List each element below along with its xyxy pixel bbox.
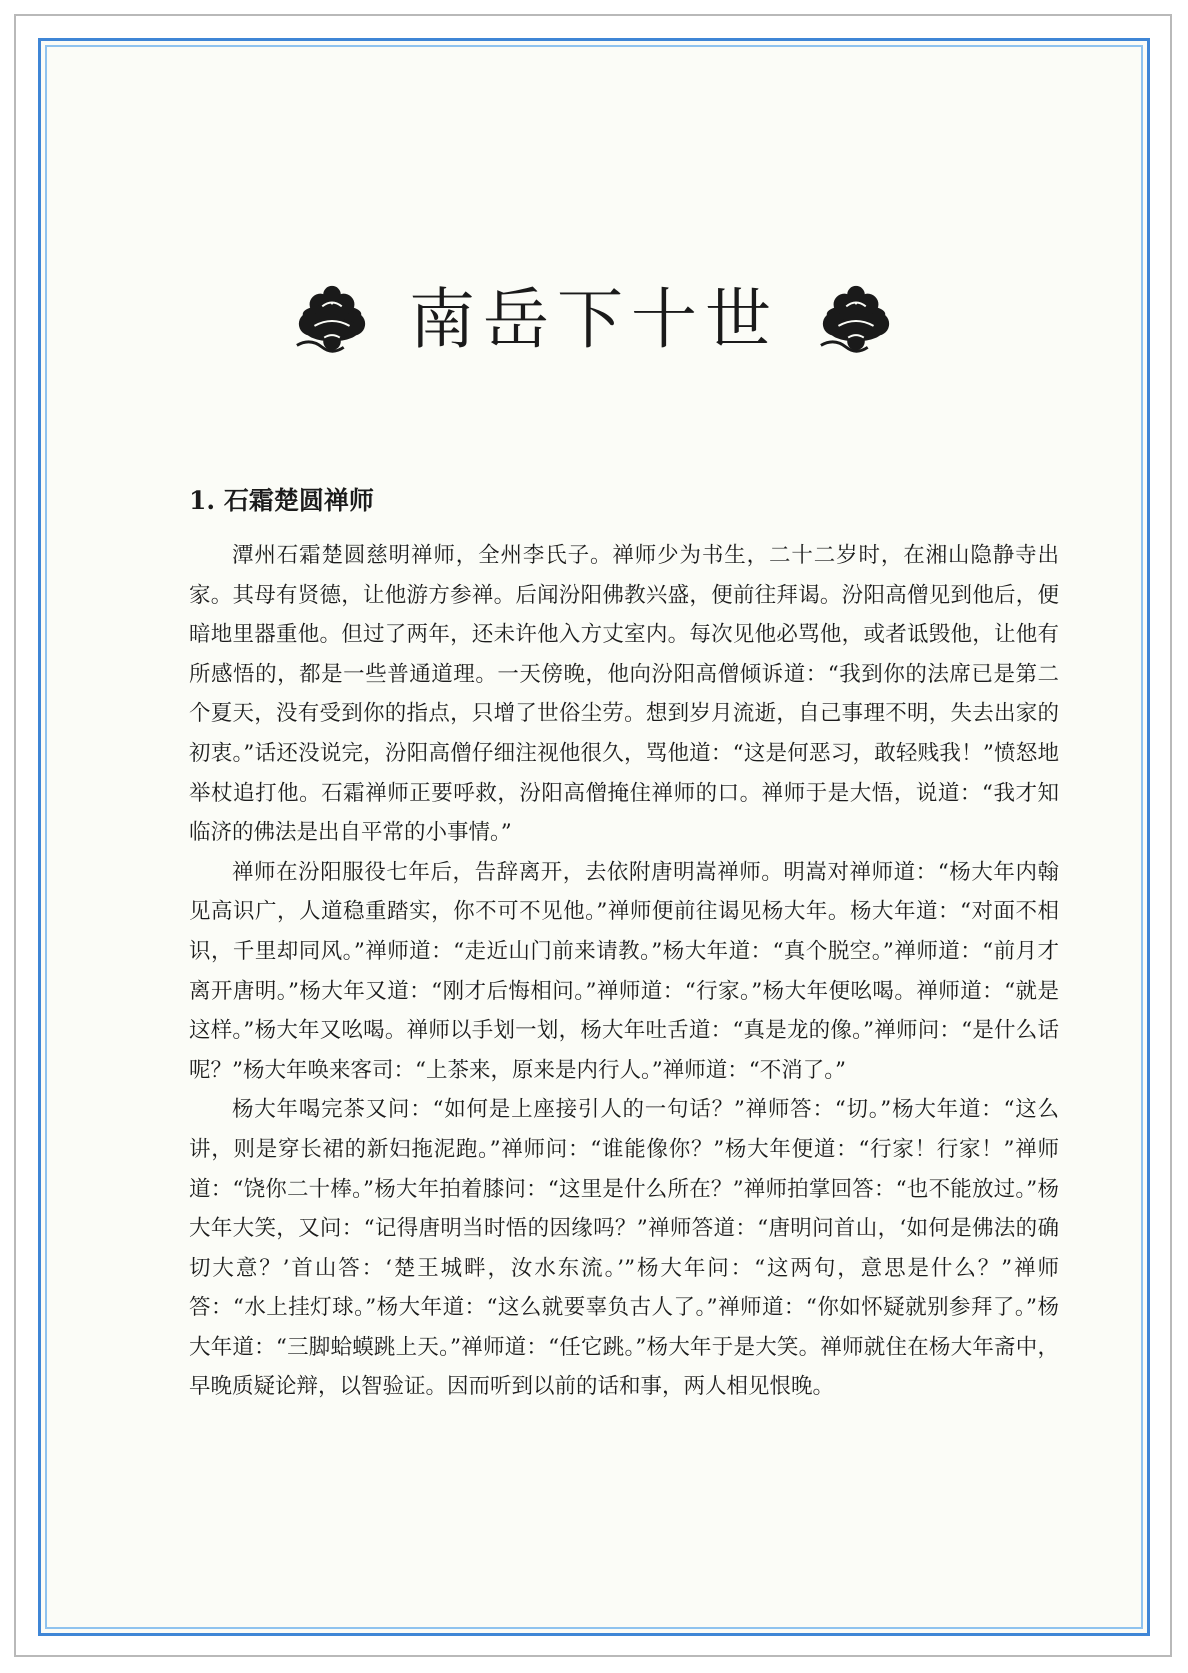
paragraph: 禅师在汾阳服役七年后，告辞离开，去依附唐明嵩禅师。明嵩对禅师道：“杨大年内翰见高识广，人道稳重踏实，你不可不见他。”禅师便前往谒见杨大年。杨大年道：“对面不相识，千里却同风。”禅师道：“走近山门前来请教。”杨大年道：“真个脱空。”禅师道：“前月才离开唐明。”杨大年又道：“刚才后悔相问。”禅师道：“行家。”杨大年便吆喝。禅师道：“就是这样。”杨大年又吆喝。禅师以手划一划，杨大年吐舌道：“真是龙的像。”禅师问：“是什么话呢？”杨大年唤来客司：“上茶来，原来是内行人。”禅师道：“不消了。” bbox=[189, 859, 1059, 1083]
page-frame bbox=[38, 38, 1150, 1636]
section-name: 石霜楚圆禅师 bbox=[223, 486, 374, 515]
cloud-ornament-icon bbox=[817, 281, 895, 359]
page-title: 南岳下十世 bbox=[409, 281, 779, 358]
section-heading bbox=[189, 486, 1059, 516]
body-content bbox=[189, 486, 1059, 1407]
paragraph: 潭州石霜楚圆慈明禅师，全州李氏子。禅师少为书生，二十二岁时，在湘山隐静寺出家。其母有贤德，让他游方参禅。后闻汾阳佛教兴盛，便前往拜谒。汾阳高僧见到他后，便暗地里器重他。但过了两年，还未许他入方丈室内。每次见他必骂他，或者诋毁他，让他有所感悟的，都是一些普通道理。一天傍晚，他向汾阳高僧倾诉道：“我到你的法席已是第二个夏天，没有受到你的指点，只增了世俗尘劳。想到岁月流逝，自己事理不明，失去出家的初衷。”话还没说完，汾阳高僧仔细注视他很久，骂他道：“这是何恶习，敢轻贱我！”愤怒地举杖追打他。石霜禅师正要呼救，汾阳高僧掩住禅师的口。禅师于是大悟，说道：“我才知临济的佛法是出自平常的小事情。” bbox=[189, 543, 1059, 846]
section-number: 1. bbox=[189, 486, 216, 515]
cloud-ornament-icon bbox=[293, 281, 371, 359]
paragraph: 杨大年喝完茶又问：“如何是上座接引人的一句话？”禅师答：“切。”杨大年道：“这么讲，则是穿长裙的新妇拖泥跑。”禅师问：“谁能像你？”杨大年便道：“行家！行家！”禅师道：“饶你二十棒。”杨大年拍着膝问：“这里是什么所在？”禅师拍掌回答：“也不能放过。”杨大年大笑，又问：“记得唐明当时悟的因缘吗？”禅师答道：“唐明问首山，‘如何是佛法的确切大意？’首山答：‘楚王城畔，汝水东流。’”杨大年问：“这两句，意思是什么？”禅师答：“水上挂灯球。”杨大年道：“这么就要辜负古人了。”禅师道：“你如怀疑就别参拜了。”杨大年道：“三脚蛤蟆跳上天。”禅师道：“任它跳。”杨大年于是大笑。禅师就住在杨大年斋中，早晚质疑论辩，以智验证。因而听到以前的话和事，两人相见恨晚。 bbox=[189, 1097, 1059, 1400]
title-row bbox=[41, 281, 1147, 359]
